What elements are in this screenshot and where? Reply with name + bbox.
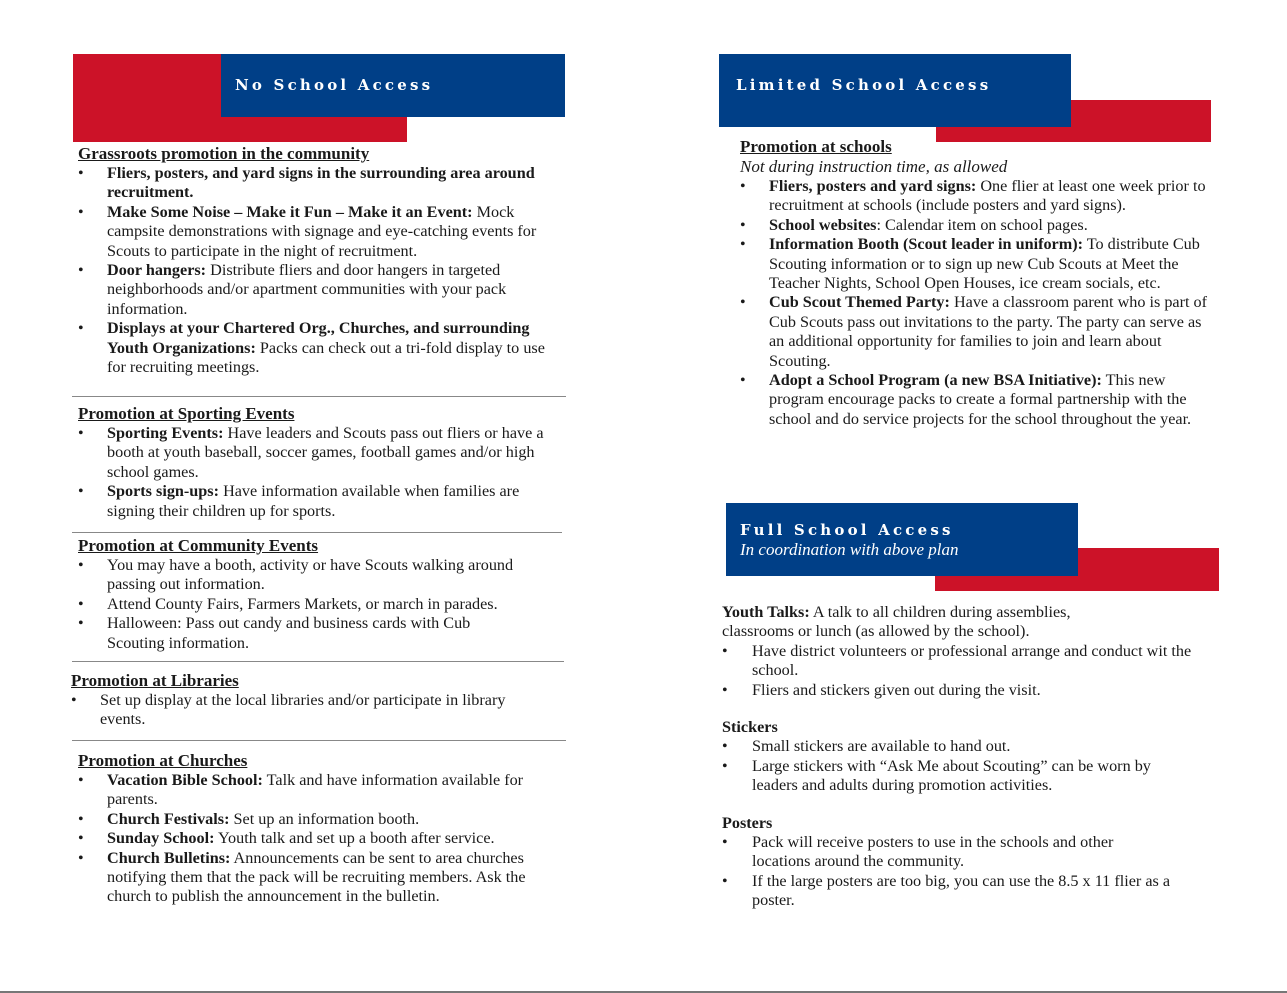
item-text: A talk to all children during assemblies, classrooms or lunch (as allowed by the school). [722, 603, 1071, 641]
full-header-subtitle: In coordination with above plan [740, 540, 959, 559]
list-item [78, 482, 568, 521]
item-bold: Sunday School: [107, 829, 215, 848]
item-text: Have district volunteers or professional arrange and conduct wit the school. [752, 641, 1192, 680]
section-grassroots [78, 144, 568, 377]
stickers-heading: Stickers [722, 718, 778, 737]
list-item [78, 810, 568, 829]
item-bold: School websites [769, 215, 877, 234]
item-text: Have a classroom parent who is part of Cub Scouts pass out invitations to the party. The party can serve as an additional opportunity for families to join and learn about Scouting. [769, 293, 1208, 370]
bullet-list [78, 771, 568, 907]
list-item [78, 849, 568, 907]
item-text: Attend County Fairs, Farmers Markets, or march in parades. [107, 594, 498, 613]
list-item [78, 556, 568, 595]
item-text: One flier at least one week prior to recruitment at schools (include posters and yard signs). [769, 177, 1206, 215]
item-text: Pack will receive posters to use in the schools and other locations around the community. [752, 833, 1114, 871]
list-item [78, 261, 568, 319]
item-text: Distribute fliers and door hangers in targeted neighborhoods and/or apartment communities with your pack information. [107, 261, 507, 318]
bullet-list [78, 556, 568, 653]
posters-heading: Posters [722, 813, 773, 832]
item-bold: Youth Talks: [722, 603, 810, 621]
list-item [722, 757, 1192, 796]
list-item [740, 371, 1212, 429]
list-item [740, 293, 1212, 371]
divider [72, 661, 564, 662]
item-bold: Fliers, posters, and yard signs in the surrounding area around recruitment. [107, 164, 535, 202]
list-item [740, 235, 1212, 293]
list-item [78, 829, 568, 848]
youth-talks-paragraph [722, 603, 1192, 642]
item-text: This new program encourage packs to create a formal partnership with the school and do service projects for the school throughout the year. [769, 371, 1192, 428]
list-item [740, 177, 1212, 216]
left-column-churches [78, 751, 568, 907]
list-item [722, 681, 1192, 700]
item-text: Have information available when families are signing their children up for sports. [107, 482, 520, 520]
item-text: To distribute Cub Scouting information or to sign up new Cub Scouts at Meet the Teacher Nights, School Open Houses, ice cream socials, etc. [769, 235, 1200, 293]
list-item [722, 642, 1192, 681]
list-item [78, 164, 568, 203]
item-bold: Cub Scout Themed Party: [769, 293, 950, 312]
section-heading: Grassroots promotion in the community [78, 144, 370, 163]
item-text: : Calendar item on school pages. [876, 215, 1088, 234]
full-section [722, 603, 1192, 911]
section-heading: Promotion at Sporting Events [78, 404, 295, 423]
section-heading: Promotion at Libraries [71, 671, 239, 690]
item-text: Have leaders and Scouts pass out fliers or have a booth at youth baseball, soccer games, football games and/or high school games. [107, 424, 544, 481]
left-column [78, 144, 568, 377]
left-header-title: No School Access [235, 76, 434, 94]
item-bold: Information Booth (Scout leader in uniform): [769, 235, 1084, 254]
section-heading: Promotion at Churches [78, 751, 248, 770]
list-item [78, 771, 568, 810]
item-bold: Vacation Bible School: [107, 771, 263, 789]
item-text: Announcements can be sent to area churches notifying them that the pack will be recruiting members. Ask the church to publish the announcement in the bulletin. [107, 848, 526, 906]
list-item [78, 424, 568, 482]
item-text: If the large posters are too big, you can use the 8.5 x 11 flier as a poster. [752, 871, 1171, 910]
divider [72, 740, 566, 741]
item-bold: Sports sign-ups: [107, 482, 220, 501]
section-heading: Promotion at schools [740, 137, 892, 156]
bullet-list [722, 642, 1192, 700]
list-item [722, 737, 1192, 756]
item-bold: Adopt a School Program (a new BSA Initiative): [769, 371, 1102, 390]
section-subheading: Not during instruction time, as allowed [740, 157, 1008, 176]
item-text: Large stickers with “Ask Me about Scouting” can be worn by leaders and adults during promotion activities. [752, 756, 1151, 795]
divider [72, 532, 562, 533]
item-text: Talk and have information available for parents. [107, 771, 524, 809]
left-column-libraries [71, 671, 568, 730]
item-text: You may have a booth, activity or have Scouts walking around passing out information. [107, 556, 514, 594]
item-bold: Door hangers: [107, 261, 207, 280]
bullet-list [722, 737, 1192, 795]
bullet-list [740, 177, 1212, 429]
item-text: Halloween: Pass out candy and business cards with Cub Scouting information. [107, 614, 471, 652]
list-item [740, 216, 1212, 235]
item-text: Packs can check out a tri-fold display to use for recruiting meetings. [107, 338, 545, 377]
list-item [722, 872, 1192, 911]
bullet-list [78, 424, 568, 521]
limited-header-title: Limited School Access [736, 76, 992, 94]
list-item [722, 833, 1192, 872]
left-column-sporting [78, 404, 568, 521]
item-text: Set up display at the local libraries and/or participate in library events. [100, 691, 506, 729]
bullet-list [78, 164, 568, 377]
list-item [78, 319, 568, 377]
item-text: Mock campsite demonstrations with signage and eye-catching events for Scouts to participate in the night of recruitment. [107, 202, 537, 260]
item-bold: Church Bulletins: [107, 848, 231, 867]
full-header-title: Full School Access [740, 521, 954, 539]
limited-section [740, 137, 1212, 429]
bullet-list [722, 833, 1192, 911]
item-text: Fliers and stickers given out during the visit. [752, 680, 1041, 699]
section-heading: Promotion at Community Events [78, 536, 319, 555]
item-bold: Displays at your Chartered Org., Churches, and surrounding Youth Organizations: [107, 319, 530, 357]
item-text: Small stickers are available to hand out. [752, 737, 1011, 756]
item-bold: Church Festivals: [107, 809, 230, 828]
list-item [71, 691, 568, 730]
item-bold: Fliers, posters and yard signs: [769, 177, 977, 195]
item-bold: Make Some Noise – Make it Fun – Make it an Event: [107, 202, 473, 221]
item-text: Set up an information booth. [229, 809, 420, 828]
list-item [78, 203, 568, 261]
left-column-community [78, 536, 568, 653]
item-text: Youth talk and set up a booth after service. [214, 829, 495, 848]
list-item [78, 595, 568, 614]
item-bold: Sporting Events: [107, 424, 224, 442]
list-item [78, 614, 568, 653]
divider [72, 396, 566, 397]
bullet-list [71, 691, 568, 730]
